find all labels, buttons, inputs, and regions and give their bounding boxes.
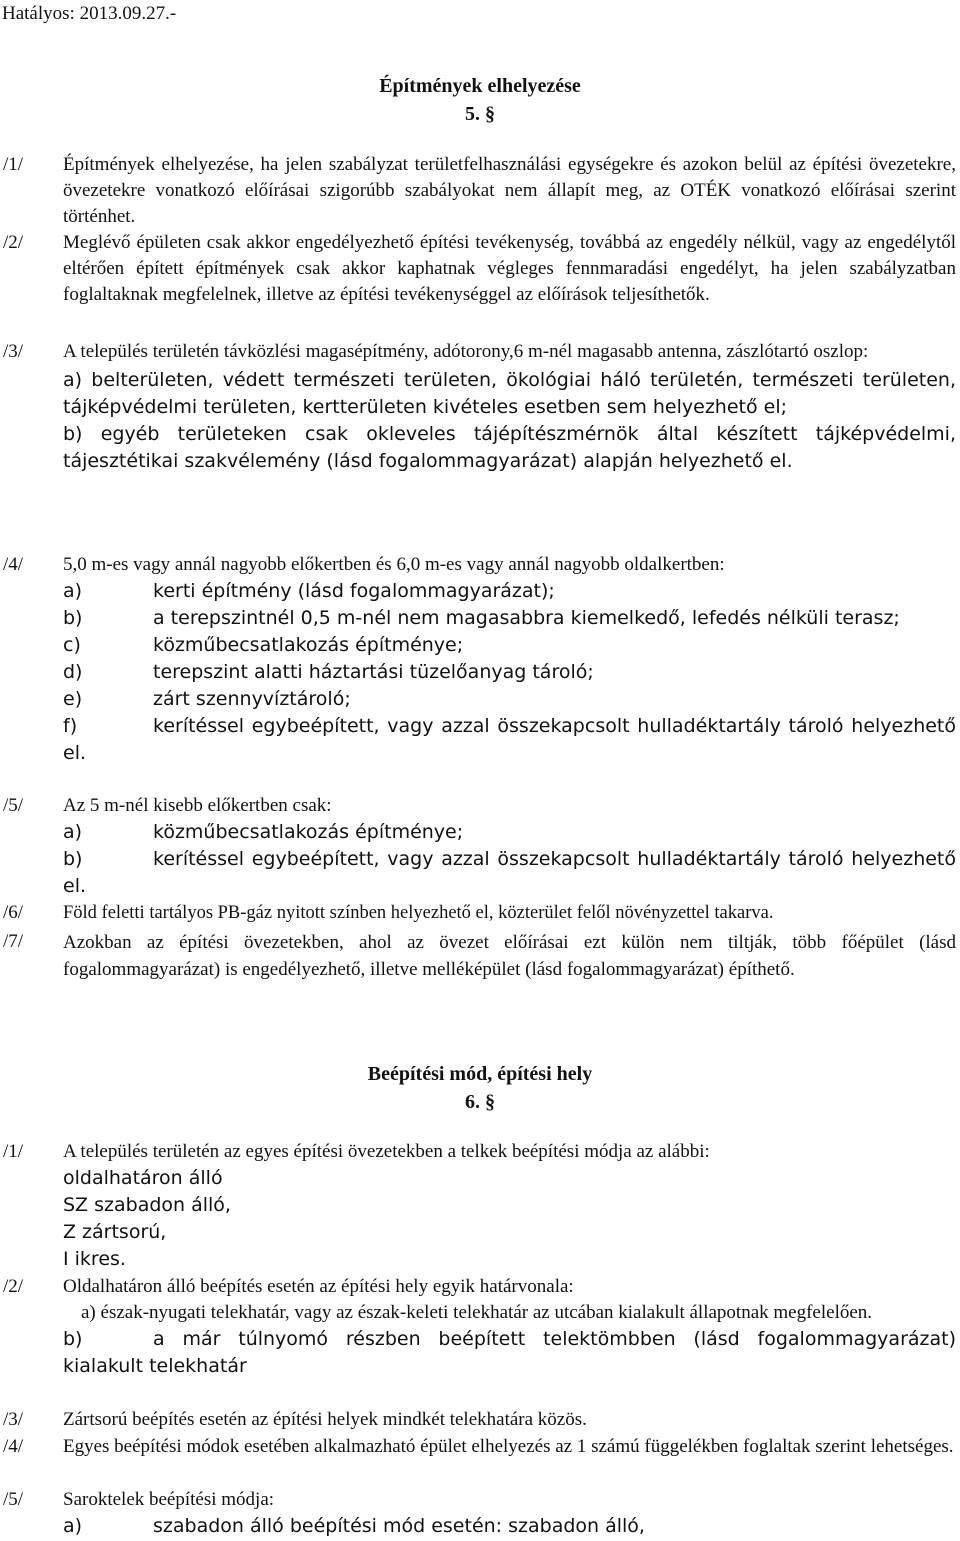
list-item: I ikres.	[63, 1248, 126, 1270]
paragraph-number: /3/	[3, 1409, 24, 1430]
paragraph-number: /4/	[3, 554, 24, 575]
item-text: a) észak-nyugati telekhatár, vagy az észak-keleti telekhatár az utcában kialakult állapotnak megfelelően.	[81, 1302, 873, 1323]
paragraph-number: /2/	[3, 1276, 24, 1297]
item-b	[63, 1326, 956, 1380]
item-text: kerítéssel egybeépített, vagy azzal összekapcsolt hulladéktartály tároló helyezhető el.	[63, 848, 956, 897]
item-text: terepszint alatti háztartási tüzelőanyag tároló;	[153, 661, 594, 683]
list-item: Z zártsorú,	[63, 1221, 167, 1243]
item-a	[63, 819, 956, 846]
item-label: d)	[63, 661, 83, 683]
paragraph-number: /2/	[3, 232, 24, 253]
item-text: kerti építmény (lásd fogalommagyarázat);	[153, 580, 555, 602]
paragraph-number: /1/	[3, 1141, 24, 1162]
paragraph-body	[63, 1274, 956, 1380]
item-text: a terepszintnél 0,5 m-nél nem magasabbra kiemelkedő, lefedés nélküli terasz;	[153, 607, 900, 629]
item-b: b) egyéb területeken csak okleveles tájépítészmérnök által készített tájképvédelmi, tájesztétikai szakvélemény (lásd fogalommagyarázat) alapján helyezhető el.	[63, 423, 956, 472]
item-label: a)	[63, 580, 83, 602]
paragraph-number: /1/	[3, 154, 24, 175]
paragraph-text: Azokban az építési övezetekben, ahol az övezet előírásai ezt külön nem tiltják, több főépület (lásd fogalommagyarázat) is engedélyezhető, illetve melléképület (lásd fogalommagyarázat) építhető.	[63, 932, 956, 980]
item-a	[81, 1300, 956, 1326]
item-label: a)	[63, 821, 83, 843]
paragraph-text: A település területén az egyes építési övezetekben a telkek beépítési módja az alábbi:	[63, 1141, 710, 1162]
paragraph-text: Saroktelek beépítési módja:	[63, 1489, 275, 1510]
paragraph-body	[63, 793, 956, 900]
item-a: a) belterületen, védett természeti területen, ökológiai háló területén, természeti területen, tájképvédelmi területen, kertterületen kivételes esetben sem helyezhető el;	[63, 369, 956, 418]
paragraph-body	[63, 339, 956, 475]
item-c	[63, 632, 956, 659]
item-b	[63, 846, 956, 900]
section-5-number: 5. §	[465, 103, 495, 125]
item-label: b)	[63, 607, 83, 629]
paragraph-text: 5,0 m-es vagy annál nagyobb előkertben és 6,0 m-es vagy annál nagyobb oldalkertben:	[63, 554, 725, 575]
item-text: zárt szennyvíztároló;	[153, 688, 351, 710]
paragraph-text: Építmények elhelyezése, ha jelen szabályzat területfelhasználási egységekre és azokon belül az építési övezetekre, övezetekre vonatkozó előírásai szigorúbb szabályokat nem állapít meg, az OTÉK vonatkozó előírásai szerint történhet.	[63, 154, 956, 227]
item-text: közműbecsatlakozás építménye;	[153, 634, 464, 656]
item-label: b)	[63, 1328, 83, 1350]
item-label: e)	[63, 688, 83, 710]
paragraph-number: /3/	[3, 341, 24, 362]
item-label: a)	[63, 1515, 83, 1537]
paragraph-text: A település területén távközlési magasépítmény, adótorony,6 m-nél magasabb antenna, zászlótartó oszlop:	[63, 341, 869, 362]
list-item: oldalhatáron álló	[63, 1167, 223, 1189]
paragraph-body	[63, 1139, 956, 1273]
paragraph-text: Föld feletti tartályos PB-gáz nyitott színben helyezhető el, közterület felől növényzettel takarva.	[63, 903, 774, 923]
item-a	[63, 1513, 956, 1540]
list-item: SZ szabadon álló,	[63, 1194, 231, 1216]
paragraph-number: /5/	[3, 795, 24, 816]
item-label: b)	[63, 848, 83, 870]
paragraph-body	[63, 552, 956, 767]
item-label: f)	[63, 715, 78, 737]
paragraph-number: /7/	[3, 931, 24, 952]
item-text: a már túlnyomó részben beépített telektömbben (lásd fogalommagyarázat) kialakult telekhatár	[63, 1328, 956, 1377]
section-6-title: Beépítési mód, építési hely	[367, 1063, 593, 1085]
item-e	[63, 686, 956, 713]
item-d	[63, 659, 956, 686]
item-b	[63, 605, 956, 632]
effective-date: Hatályos: 2013.09.27.-	[2, 3, 177, 24]
paragraph-number: /5/	[3, 1489, 24, 1510]
item-text: kerítéssel egybeépített, vagy azzal összekapcsolt hulladéktartály tároló helyezhető el.	[63, 715, 956, 764]
paragraph-body	[63, 1487, 956, 1540]
paragraph-text: Oldalhatáron álló beépítés esetén az építési hely egyik határvonala:	[63, 1276, 574, 1297]
section-6-number: 6. §	[465, 1091, 495, 1113]
paragraph-text: Egyes beépítési módok esetében alkalmazható épület elhelyezés az 1 számú függelékben foglaltak szerint lehetséges.	[63, 1436, 954, 1457]
section-5-title: Építmények elhelyezése	[379, 75, 581, 97]
paragraph-text: Meglévő épületen csak akkor engedélyezhető építési tevékenység, továbbá az engedély nélkül, vagy az engedélytől eltérően épített építmények csak akkor kaphatnak végleges fennmaradási engedélyt, ha jelen szabályzatban foglaltaknak megfelelnek, illetve az építési tevékenységgel az előírások teljesíthetők.	[63, 232, 956, 305]
paragraph-text: Az 5 m-nél kisebb előkertben csak:	[63, 795, 332, 816]
item-text: szabadon álló beépítési mód esetén: szabadon álló,	[153, 1515, 645, 1537]
item-f	[63, 713, 956, 767]
paragraph-number: /6/	[3, 902, 24, 923]
item-label: c)	[63, 634, 81, 656]
paragraph-number: /4/	[3, 1436, 24, 1457]
item-text: közműbecsatlakozás építménye;	[153, 821, 464, 843]
item-a	[63, 578, 956, 605]
paragraph-text: Zártsorú beépítés esetén az építési helyek mindkét telekhatára közös.	[63, 1409, 587, 1430]
